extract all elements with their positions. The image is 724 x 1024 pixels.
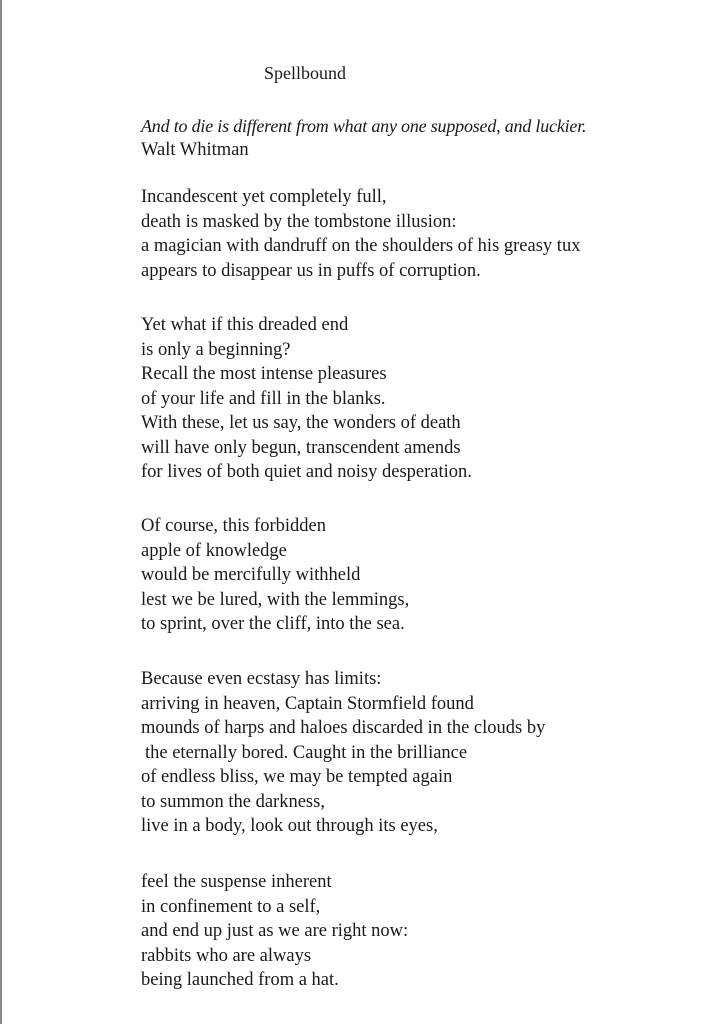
poem-line: Of course, this forbidden	[141, 516, 326, 536]
poem-title: Spellbound	[264, 63, 347, 83]
epigraph-quote: And to die is different from what any one supposed, and luckier.	[141, 116, 587, 136]
poem-line: the eternally bored. Caught in the brilliance	[145, 742, 468, 763]
poem-line: appears to disappear us in puffs of corruption.	[141, 260, 481, 281]
poem-line: is only a beginning?	[141, 339, 291, 360]
poem-line: Recall the most intense pleasures	[141, 364, 387, 384]
poem-line: being launched from a hat.	[141, 970, 339, 990]
poem-line: of your life and fill in the blanks.	[141, 388, 386, 409]
poem-line: Yet what if this dreaded end	[141, 315, 349, 335]
poem-line: and end up just as we are right now:	[141, 921, 409, 941]
page-left-edge	[0, 0, 2, 1024]
poem-line: live in a body, look out through its eyes,	[141, 816, 438, 836]
poem-line: death is masked by the tombstone illusion:	[141, 211, 457, 232]
poem-line: to summon the darkness,	[141, 791, 325, 812]
poem-line: rabbits who are always	[141, 945, 312, 966]
stanza-2	[141, 313, 472, 485]
poem-line: in confinement to a self,	[141, 896, 321, 917]
poem-line: lest we be lured, with the lemmings,	[141, 589, 410, 610]
poem-line: Incandescent yet completely full,	[141, 187, 387, 207]
poem-line: of endless bliss, we may be tempted again	[141, 767, 453, 787]
poem-line: mounds of harps and haloes discarded in the clouds by	[141, 718, 546, 738]
epigraph-author: Walt Whitman	[141, 140, 249, 160]
poem-line: would be mercifully withheld	[141, 565, 361, 585]
stanza-4	[141, 667, 545, 839]
stanza-5	[141, 870, 408, 993]
poem-line: apple of knowledge	[141, 540, 287, 561]
poem-line: Because even ecstasy has limits:	[141, 669, 382, 689]
poem-line: a magician with dandruff on the shoulders of his greasy tux	[141, 236, 581, 256]
poem-line: feel the suspense inherent	[141, 872, 332, 892]
poem-line: will have only begun, transcendent amends	[141, 437, 461, 458]
poem-line: for lives of both quiet and noisy desperation.	[141, 462, 472, 482]
poem-line: to sprint, over the cliff, into the sea.	[141, 614, 405, 634]
stanza-3	[141, 514, 409, 637]
poem-line: With these, let us say, the wonders of death	[141, 413, 461, 433]
stanza-1	[141, 185, 580, 283]
poem-line: arriving in heaven, Captain Stormfield found	[141, 693, 474, 714]
